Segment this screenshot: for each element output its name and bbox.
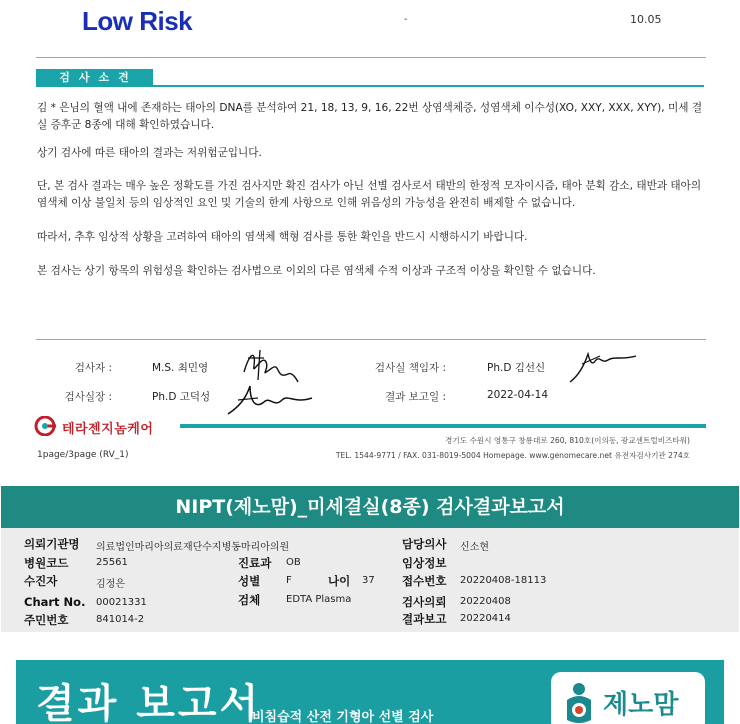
department-value: OB xyxy=(286,557,301,568)
risk-value: 10.05 xyxy=(630,13,662,26)
lab-head-label: 검사실장 : xyxy=(64,391,112,403)
hospital-code-label: 병원코드 xyxy=(24,556,69,570)
chart-no-label: Chart No. xyxy=(24,595,86,609)
receipt-no-value: 20220408-18113 xyxy=(460,575,547,586)
divider xyxy=(36,339,706,340)
specimen-value: EDTA Plasma xyxy=(286,594,352,605)
lab-manager-signature xyxy=(566,346,640,388)
age-value: 37 xyxy=(362,575,375,586)
brand-name: 제노맘 xyxy=(603,690,679,720)
patient-label: 수진자 xyxy=(24,574,58,588)
institution-label: 의뢰기관명 xyxy=(24,537,80,551)
company-address: 경기도 수원시 영통구 창룡대로 260, 810호(이의동, 광교센트럴비즈타워) xyxy=(445,436,690,445)
page-number: 1page/3page (RV_1) xyxy=(37,450,129,460)
company-contact: TEL. 1544-9771 / FAX. 031-8019-5004 Homepage. www.genomecare.net 유전자검사기관 274호 xyxy=(335,451,690,460)
findings-paragraph-4: 따라서, 추후 임상적 상황을 고려하여 태아의 염색체 핵형 검사를 통한 확인을 반드시 시행하시기 바랍니다. xyxy=(37,231,528,243)
banner-subtitle: 비침습적 산전 기형아 선별 검사 xyxy=(252,710,434,724)
lab-head-value: Ph.D 고덕성 xyxy=(152,391,211,403)
sex-value: F xyxy=(286,575,292,586)
company-logo-icon xyxy=(34,416,60,436)
receipt-no-label: 접수번호 xyxy=(402,574,447,588)
lab-head-signature xyxy=(224,380,316,420)
risk-label: Low Risk xyxy=(82,6,193,36)
company-name: 테라젠지놈케어 xyxy=(62,422,154,437)
resident-no-value: 841014-2 xyxy=(96,614,145,625)
patient-value: 김정은 xyxy=(96,579,125,590)
sex-label: 성별 xyxy=(238,574,261,588)
result-date-label: 결과보고 xyxy=(402,612,447,626)
findings-paragraph-5: 본 검사는 상기 항목의 위험성을 확인하는 검사법으로 이외의 다른 염색체 수적 이상과 구조적 이상을 확인할 수 없습니다. xyxy=(37,265,596,277)
report-title: NIPT(제노맘)_미세결실(8종) 검사결과보고서 xyxy=(175,496,565,518)
lab-manager-value: Ph.D 김선신 xyxy=(487,362,546,374)
specimen-label: 검체 xyxy=(238,593,261,607)
logo-accent-bar xyxy=(180,424,706,428)
tester-label: 검사자 : xyxy=(74,362,112,374)
request-date-value: 20220408 xyxy=(460,596,511,607)
chart-no-value: 00021331 xyxy=(96,597,147,608)
age-label: 나이 xyxy=(328,574,351,588)
request-date-label: 검사의뢰 xyxy=(402,595,447,609)
findings-paragraph-2: 상기 검사에 따른 태아의 결과는 저위험군입니다. xyxy=(37,147,262,159)
doctor-value: 신소현 xyxy=(460,542,489,553)
findings-paragraph-3: 단, 본 검사 결과는 매우 높은 정확도를 가진 검사지만 확진 검사가 아닌 선별 검사로서 태반의 한정적 모자이시즘, 태아 분획 감소, 태반과 태아의 염색체 이상 불일치 등의 임상적인 요인 및 기술의 한계 사항으로 인해 위음성의 가능성을 완전히 배제할 수 없습니다. xyxy=(37,180,702,209)
divider xyxy=(36,57,706,58)
tester-value: M.S. 최민영 xyxy=(152,362,209,374)
resident-no-label: 주민번호 xyxy=(24,613,69,627)
lab-manager-label: 검사실 책임자 : xyxy=(374,362,446,374)
institution-value: 의료법인마리아의료재단수지병동마리아의원 xyxy=(96,542,290,553)
banner-title: 결과 보고서 xyxy=(36,681,262,724)
department-label: 진료과 xyxy=(238,556,272,570)
clinical-info-label: 임상정보 xyxy=(402,556,447,570)
hospital-code-value: 25561 xyxy=(96,557,128,568)
report-date-label: 결과 보고일 : xyxy=(385,391,446,403)
risk-dash: - xyxy=(404,14,408,25)
findings-paragraph-1: 김 * 은님의 혈액 내에 존재하는 태아의 DNA를 분석하여 21, 18, 13, 9, 16, 22번 상염색체증, 성염색체 이수성(XO, XXY, XXX, XYY), 미세 결실 증후군 8종에 대해 확인하였습니다. xyxy=(37,102,703,131)
report-date-value: 2022-04-14 xyxy=(487,389,549,401)
doctor-label: 담당의사 xyxy=(402,537,447,551)
result-date-value: 20220414 xyxy=(460,613,511,624)
brand-logo-icon xyxy=(562,680,596,724)
section-header: 검사소견 xyxy=(36,69,153,86)
